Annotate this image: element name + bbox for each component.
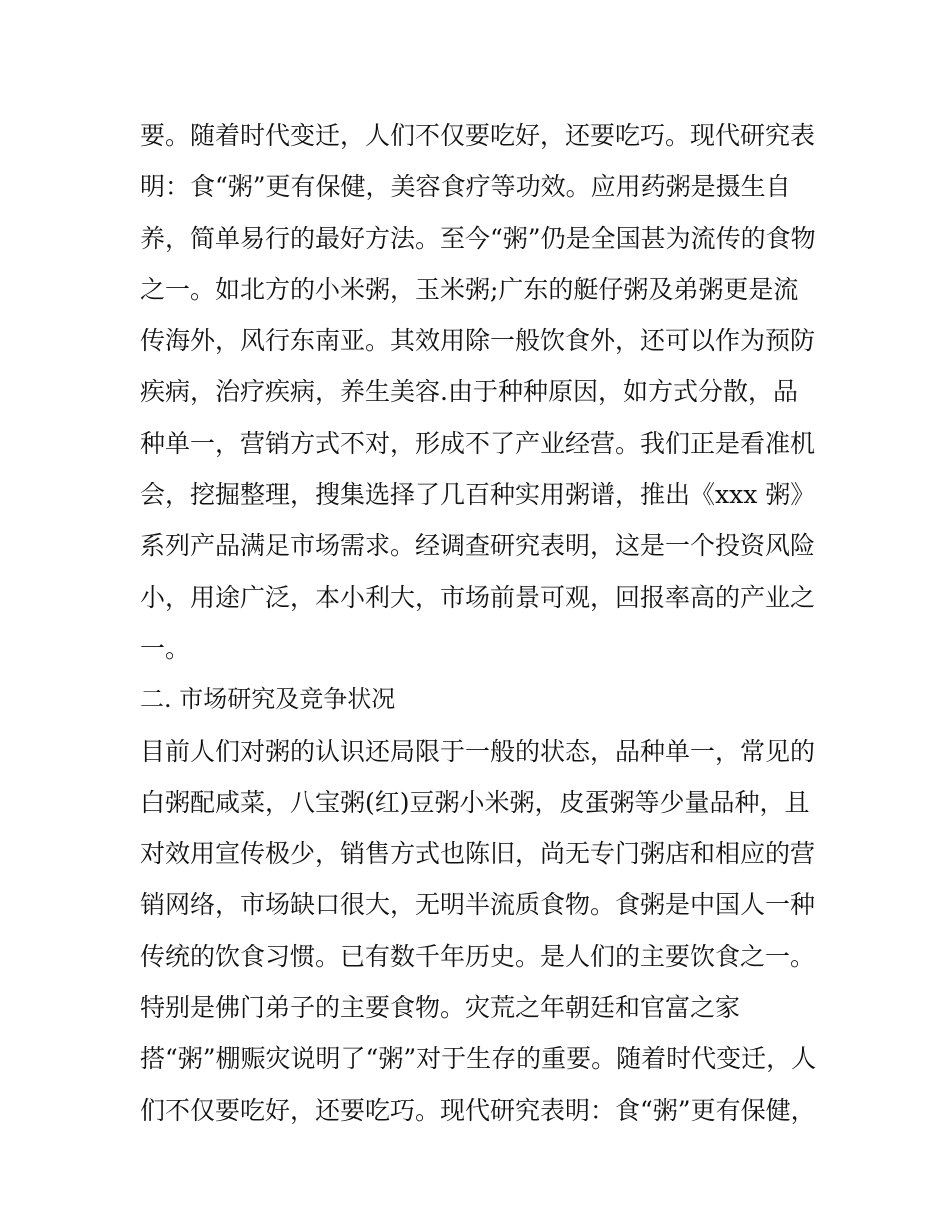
text-line: 白粥配咸菜，八宝粥(红)豆粥小米粥，皮蛋粥等少量品种，且 [140, 787, 810, 817]
document-body [140, 110, 820, 1136]
text-line: 搭“粥”棚赈灾说明了“粥”对于生存的重要。随着时代变迁，人 [140, 1044, 817, 1074]
text-line: 对效用宣传极少，销售方式也陈旧，尚无专门粥店和相应的营 [140, 839, 816, 869]
text-line: 们不仅要吃好，还要吃巧。现代研究表明：食“粥”更有保健， [140, 1095, 816, 1125]
text-line: 销网络，市场缺口很大，无明半流质食物。食粥是中国人一种 [140, 890, 816, 920]
section-heading: 二. 市场研究及竞争状况 [140, 685, 396, 714]
text-line: 系列产品满足市场需求。经调查研究表明，这是一个投资风险 [140, 531, 816, 561]
text-line: 目前人们对粥的认识还局限于一般的状态，品种单一，常见的 [140, 736, 816, 766]
text-line: 传海外，风行东南亚。其效用除一般饮食外，还可以作为预防 [140, 326, 816, 356]
text-line: 会，挖掘整理，搜集选择了几百种实用粥谱，推出《xxx 粥》 [140, 480, 816, 510]
text-line: 传统的饮食习惯。已有数千年历史。是人们的主要饮食之一。 [140, 941, 816, 971]
text-line: 小，用途广泛，本小利大，市场前景可观，回报率高的产业之 [140, 582, 816, 612]
text-line: 种单一，营销方式不对，形成不了产业经营。我们正是看准机 [140, 428, 816, 458]
text-line: 要。随着时代变迁，人们不仅要吃好，还要吃巧。现代研究表 [140, 121, 816, 150]
text-line: 明：食“粥”更有保健，美容食疗等功效。应用药粥是摄生自 [140, 172, 791, 202]
text-line: 养，简单易行的最好方法。至今“粥”仍是全国甚为流传的食物 [140, 223, 816, 253]
text-line: 一。 [140, 633, 191, 663]
text-line: 之一。如北方的小米粥，玉米粥;广东的艇仔粥及弟粥更是流 [140, 274, 799, 304]
text-line: 特别是佛门弟子的主要食物。灾荒之年朝廷和官富之家 [140, 993, 741, 1023]
text-line: 疾病，治疗疾病，养生美容.由于种种原因，如方式分散，品 [140, 377, 798, 407]
